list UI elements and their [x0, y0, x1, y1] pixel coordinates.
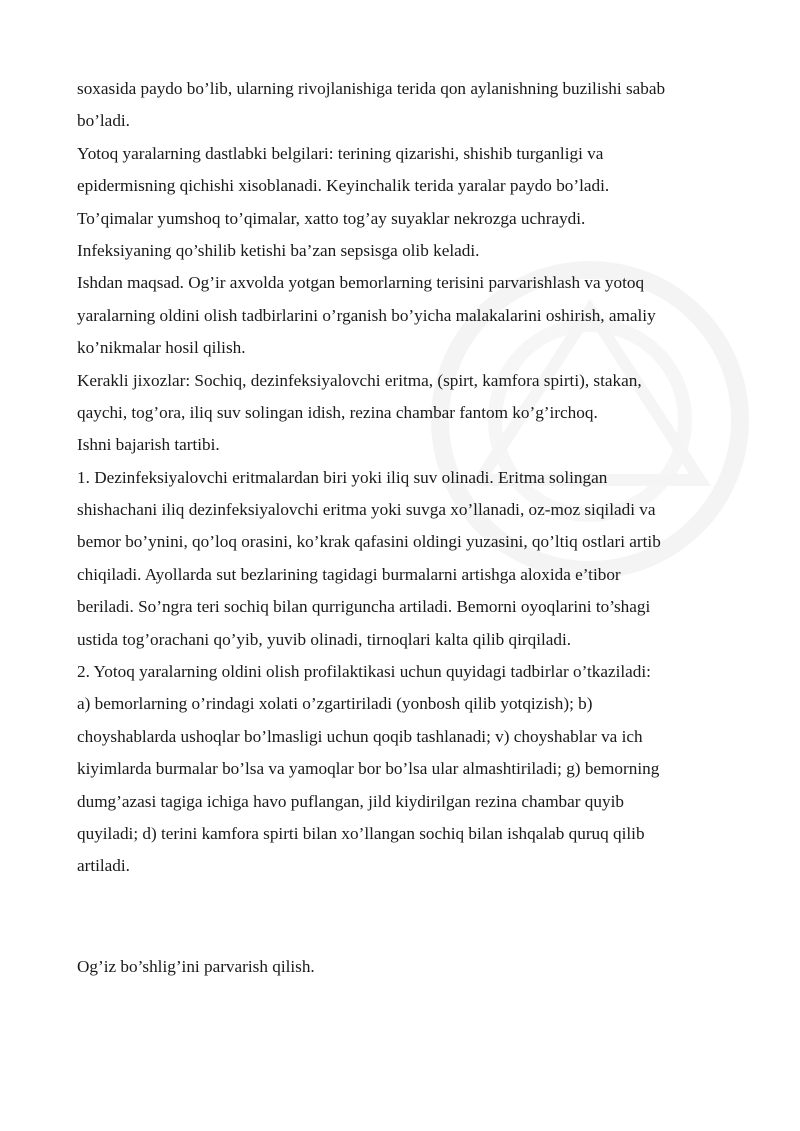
text-line: shishachani iliq dezinfeksiyalovchi eritma yoki suvga xo’llanadi, oz-moz siqiladi va: [77, 500, 656, 520]
text-line: artiladi.: [77, 856, 130, 876]
text-line: Kerakli jixozlar: Sochiq, dezinfeksiyalovchi eritma, (spirt, kamfora spirti), stakan,: [77, 370, 642, 390]
text-line: To’qimalar yumshoq to’qimalar, xatto tog’ay suyaklar nekrozga uchraydi.: [77, 208, 586, 228]
text-line: ustida tog’orachani qo’yib, yuvib olinadi, tirnoqlari kalta qilib qirqiladi.: [77, 629, 572, 649]
text-line: quyiladi; d) terini kamfora spirti bilan xo’llangan sochiq bilan ishqalab quruq qilib: [77, 823, 645, 843]
text-line: Infeksiyaning qo’shilib ketishi ba’zan sepsisga olib keladi.: [77, 240, 480, 260]
text-line: chiqiladi. Ayollarda sut bezlarining tagidagi burmalarni artishga aloxida e’tibor: [77, 564, 621, 584]
text-line: Yotoq yaralarning dastlabki belgilari: terining qizarishi, shishib turganligi va: [77, 143, 604, 163]
text-line: Ishni bajarish tartibi.: [77, 435, 220, 455]
text-line: qaychi, tog’ora, iliq suv solingan idish, rezina chambar fantom ko’g’irchoq.: [77, 402, 598, 422]
text-line: bo’ladi.: [77, 111, 130, 131]
text-line: dumg’azasi tagiga ichiga havo puflangan, jild kiydirilgan rezina chambar quyib: [77, 791, 624, 811]
text-line: bemor bo’ynini, qo’loq orasini, ko’krak qafasini oldingi yuzasini, qo’ltiq ostlari artib: [77, 532, 661, 552]
text-line: ko’nikmalar hosil qilish.: [77, 338, 246, 358]
text-line: choyshablarda ushoqlar bo’lmasligi uchun qoqib tashlanadi; v) choyshablar va ich: [77, 726, 643, 746]
text-line: yaralarning oldini olish tadbirlarini o’rganish bo’yicha malakalarini oshirish, amaliy: [77, 305, 656, 325]
section-heading: Og’iz bo’shlig’ini parvarish qilish.: [77, 957, 315, 976]
text-line: epidermisning qichishi xisoblanadi. Keyinchalik terida yaralar paydo bo’ladi.: [77, 176, 610, 196]
text-line: beriladi. So’ngra teri sochiq bilan qurriguncha artiladi. Bemorni oyoqlarini to’shagi: [77, 597, 651, 617]
text-line: a) bemorlarning o’rindagi xolati o’zgartiriladi (yonbosh qilib yotqizish); b): [77, 694, 593, 714]
text-line: soxasida paydo bo’lib, ularning rivojlanishiga terida qon aylanishning buzilishi sabab: [77, 79, 666, 98]
text-line: 2. Yotoq yaralarning oldini olish profilaktikasi uchun quyidagi tadbirlar o’tkaziladi:: [77, 662, 651, 682]
text-line: Ishdan maqsad. Og’ir axvolda yotgan bemorlarning terisini parvarishlash va yotoq: [77, 273, 645, 293]
document-body: [77, 73, 737, 883]
text-line: kiyimlarda burmalar bo’lsa va yamoqlar bor bo’lsa ular almashtiriladi; g) bemorning: [77, 759, 660, 779]
text-line: 1. Dezinfeksiyalovchi eritmalardan biri yoki iliq suv olinadi. Eritma solingan: [77, 467, 608, 487]
